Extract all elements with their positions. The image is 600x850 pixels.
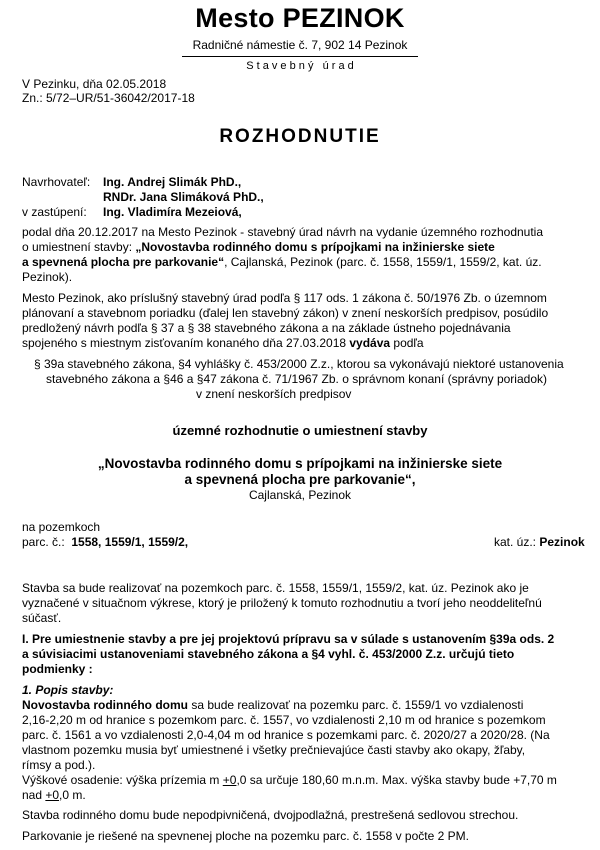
para6: Parkovanie je riešené na spevnenej ploche na pozemku parc. č. 1558 v počte 2 PM. — [22, 829, 469, 843]
sub1-line2: 2,16-2,20 m od hranice s pozemkom parc. č. 1557, vo vzdialenosti 2,10 m od hranice s pozemkom — [22, 713, 546, 727]
applicant-label: Navrhovateľ: — [22, 175, 91, 189]
para4-line3: súčasť. — [22, 611, 62, 625]
subsection1-title: 1. Popis stavby: — [22, 683, 114, 697]
house-term: Novostavba rodinného domu — [22, 698, 189, 712]
para1-line2-text: o umiestnení stavby: — [22, 240, 136, 254]
plus-minus-zero: +0 — [222, 773, 237, 787]
sub1-line3: parc. č. 1561 a vo vzdialenosti 2,0-4,04 m od hranice s pozemkami parc. č. 2020/27 a 2020/28. (Na — [22, 728, 550, 742]
para2-line2: plánovaní a stavebnom poriadku (ďalej len stavebný zákon) v znení neskorších predpisov, posúdilo — [22, 306, 549, 320]
para5: Stavba rodinného domu bude nepodpivničená, dvojpodlažná, prestrešená sedlovou strechou. — [22, 808, 519, 822]
para2-line4-end: podľa — [390, 336, 424, 350]
para4-line2: vyznačené v situačnom výkrese, ktorý je priložený k tomuto rozhodnutiu a tvorí jeho neoddeliteľnú — [22, 596, 542, 610]
representative-label: v zastúpení: — [22, 205, 87, 219]
para2-line3: predložený návrh podľa § 37 a § 38 stavebného zákona a na základe ústneho pojednávania — [22, 321, 511, 335]
section1-line3: podmienky : — [22, 662, 93, 676]
city-address: Radničné námestie č. 7, 902 14 Pezinok — [192, 38, 408, 52]
plus-minus-zero-2: +0 — [45, 788, 60, 802]
para3-line1: § 39a stavebného zákona, §4 vyhlášky č. 453/2000 Z.z., ktorou sa vykonávajú niektoré ustanovenia — [34, 357, 564, 371]
parcels-line — [22, 535, 188, 550]
applicant-name-2: RNDr. Jana Slimáková PhD., — [103, 190, 264, 204]
sub1-line7 — [22, 788, 86, 803]
para4-line1: Stavba sa bude realizovať na pozemkoch parc. č. 1558, 1559/1, 1559/2, kat. úz. Pezinok ako je — [22, 581, 529, 595]
para1-line4: Pezinok). — [22, 270, 73, 284]
para3-line3: v znení neskorších predpisov — [196, 387, 352, 401]
para1-line2 — [22, 240, 495, 255]
decision-heading: územné rozhodnutie o umiestnení stavby — [172, 423, 428, 438]
sub1-line7-text: nad — [22, 788, 46, 802]
project-name-line1: „Novostavba rodinného domu s prípojkami na inžinierske siete — [97, 456, 503, 471]
para2-line4-text: spojeného s miestnym zisťovaním konaného dňa 27.03.2018 — [22, 336, 350, 350]
parcels-parc-label: parc. č.: — [22, 535, 65, 549]
sub1-line6-end: ,0 sa určuje 180,60 m.n.m. Max. výška stavby bude +7,70 m — [236, 773, 557, 787]
applicant-name-1: Ing. Andrej Slimák PhD., — [103, 175, 242, 189]
header-divider — [182, 56, 418, 57]
issues-word: vydáva — [349, 336, 391, 350]
sub1-line5: rímsy a pod.). — [22, 758, 96, 772]
sub1-line1 — [22, 698, 523, 713]
sub1-line1-text: sa bude realizovať na pozemku parc. č. 1559/1 vo vzdialenosti — [188, 698, 524, 712]
office-name: S t a v e b n ý ú r a d — [246, 60, 354, 72]
reference-number: Zn.: 5/72–UR/51-36042/2017-18 — [22, 91, 195, 105]
city-title: Mesto PEZINOK — [195, 3, 405, 33]
para1-line3 — [22, 255, 542, 270]
date-line: V Pezinku, dňa 02.05.2018 — [22, 77, 167, 91]
project-name-inline-2: a spevnená plocha pre parkovanie“ — [22, 255, 225, 269]
sub1-line6 — [22, 773, 557, 788]
para2-line1: Mesto Pezinok, ako príslušný stavebný úrad podľa § 117 ods. 1 zákona č. 50/1976 Zb. o územnom — [22, 291, 547, 305]
sub1-line6-text: Výškové osadenie: výška prízemia m — [22, 773, 223, 787]
para1-line3-text: , Cajlanská, Pezinok (parc. č. 1558, 1559/1, 1559/2, kat. úz. — [224, 255, 542, 269]
document-title: ROZHODNUTIE — [219, 126, 381, 147]
cadastral-value: Pezinok — [539, 535, 585, 549]
representative-name: Ing. Vladimíra Mezeiová, — [103, 205, 242, 219]
parcels-label: na pozemkoch — [22, 520, 101, 534]
section1-line1: I. Pre umiestnenie stavby a pre jej projektovú prípravu sa v súlade s ustanovením §39a ods. 2 — [22, 632, 555, 646]
project-name-line2: a spevnená plocha pre parkovanie“, — [184, 472, 416, 487]
para1-line1: podal dňa 20.12.2017 na Mesto Pezinok - stavebný úrad návrh na vydanie územného rozhodnutia — [22, 225, 544, 239]
sub1-line7-end: ,0 m. — [59, 788, 86, 802]
para2-line4 — [22, 336, 424, 351]
para3-line2: stavebného zákona a §46 a §47 zákona č. 71/1967 Zb. o správnom konaní (správny poriadok) — [46, 372, 547, 386]
project-name-inline: „Novostavba rodinného domu s prípojkami na inžinierske siete — [135, 240, 495, 254]
sub1-line4: vlastnom pozemku musia byť umiestnené i všetky prečnievajúce časti stavby ako okapy, žľaby, — [22, 743, 526, 757]
cadastral-label: kat. úz.: — [494, 535, 537, 549]
section1-line2: a súvisiacimi ustanoveniami stavebného zákona a §4 vyhl. č. 453/2000 Z.z. určujú tieto — [22, 647, 515, 661]
cadastral-line — [494, 535, 585, 550]
project-location: Cajlanská, Pezinok — [248, 488, 352, 502]
parcels-parc-values: 1558, 1559/1, 1559/2, — [71, 535, 189, 549]
